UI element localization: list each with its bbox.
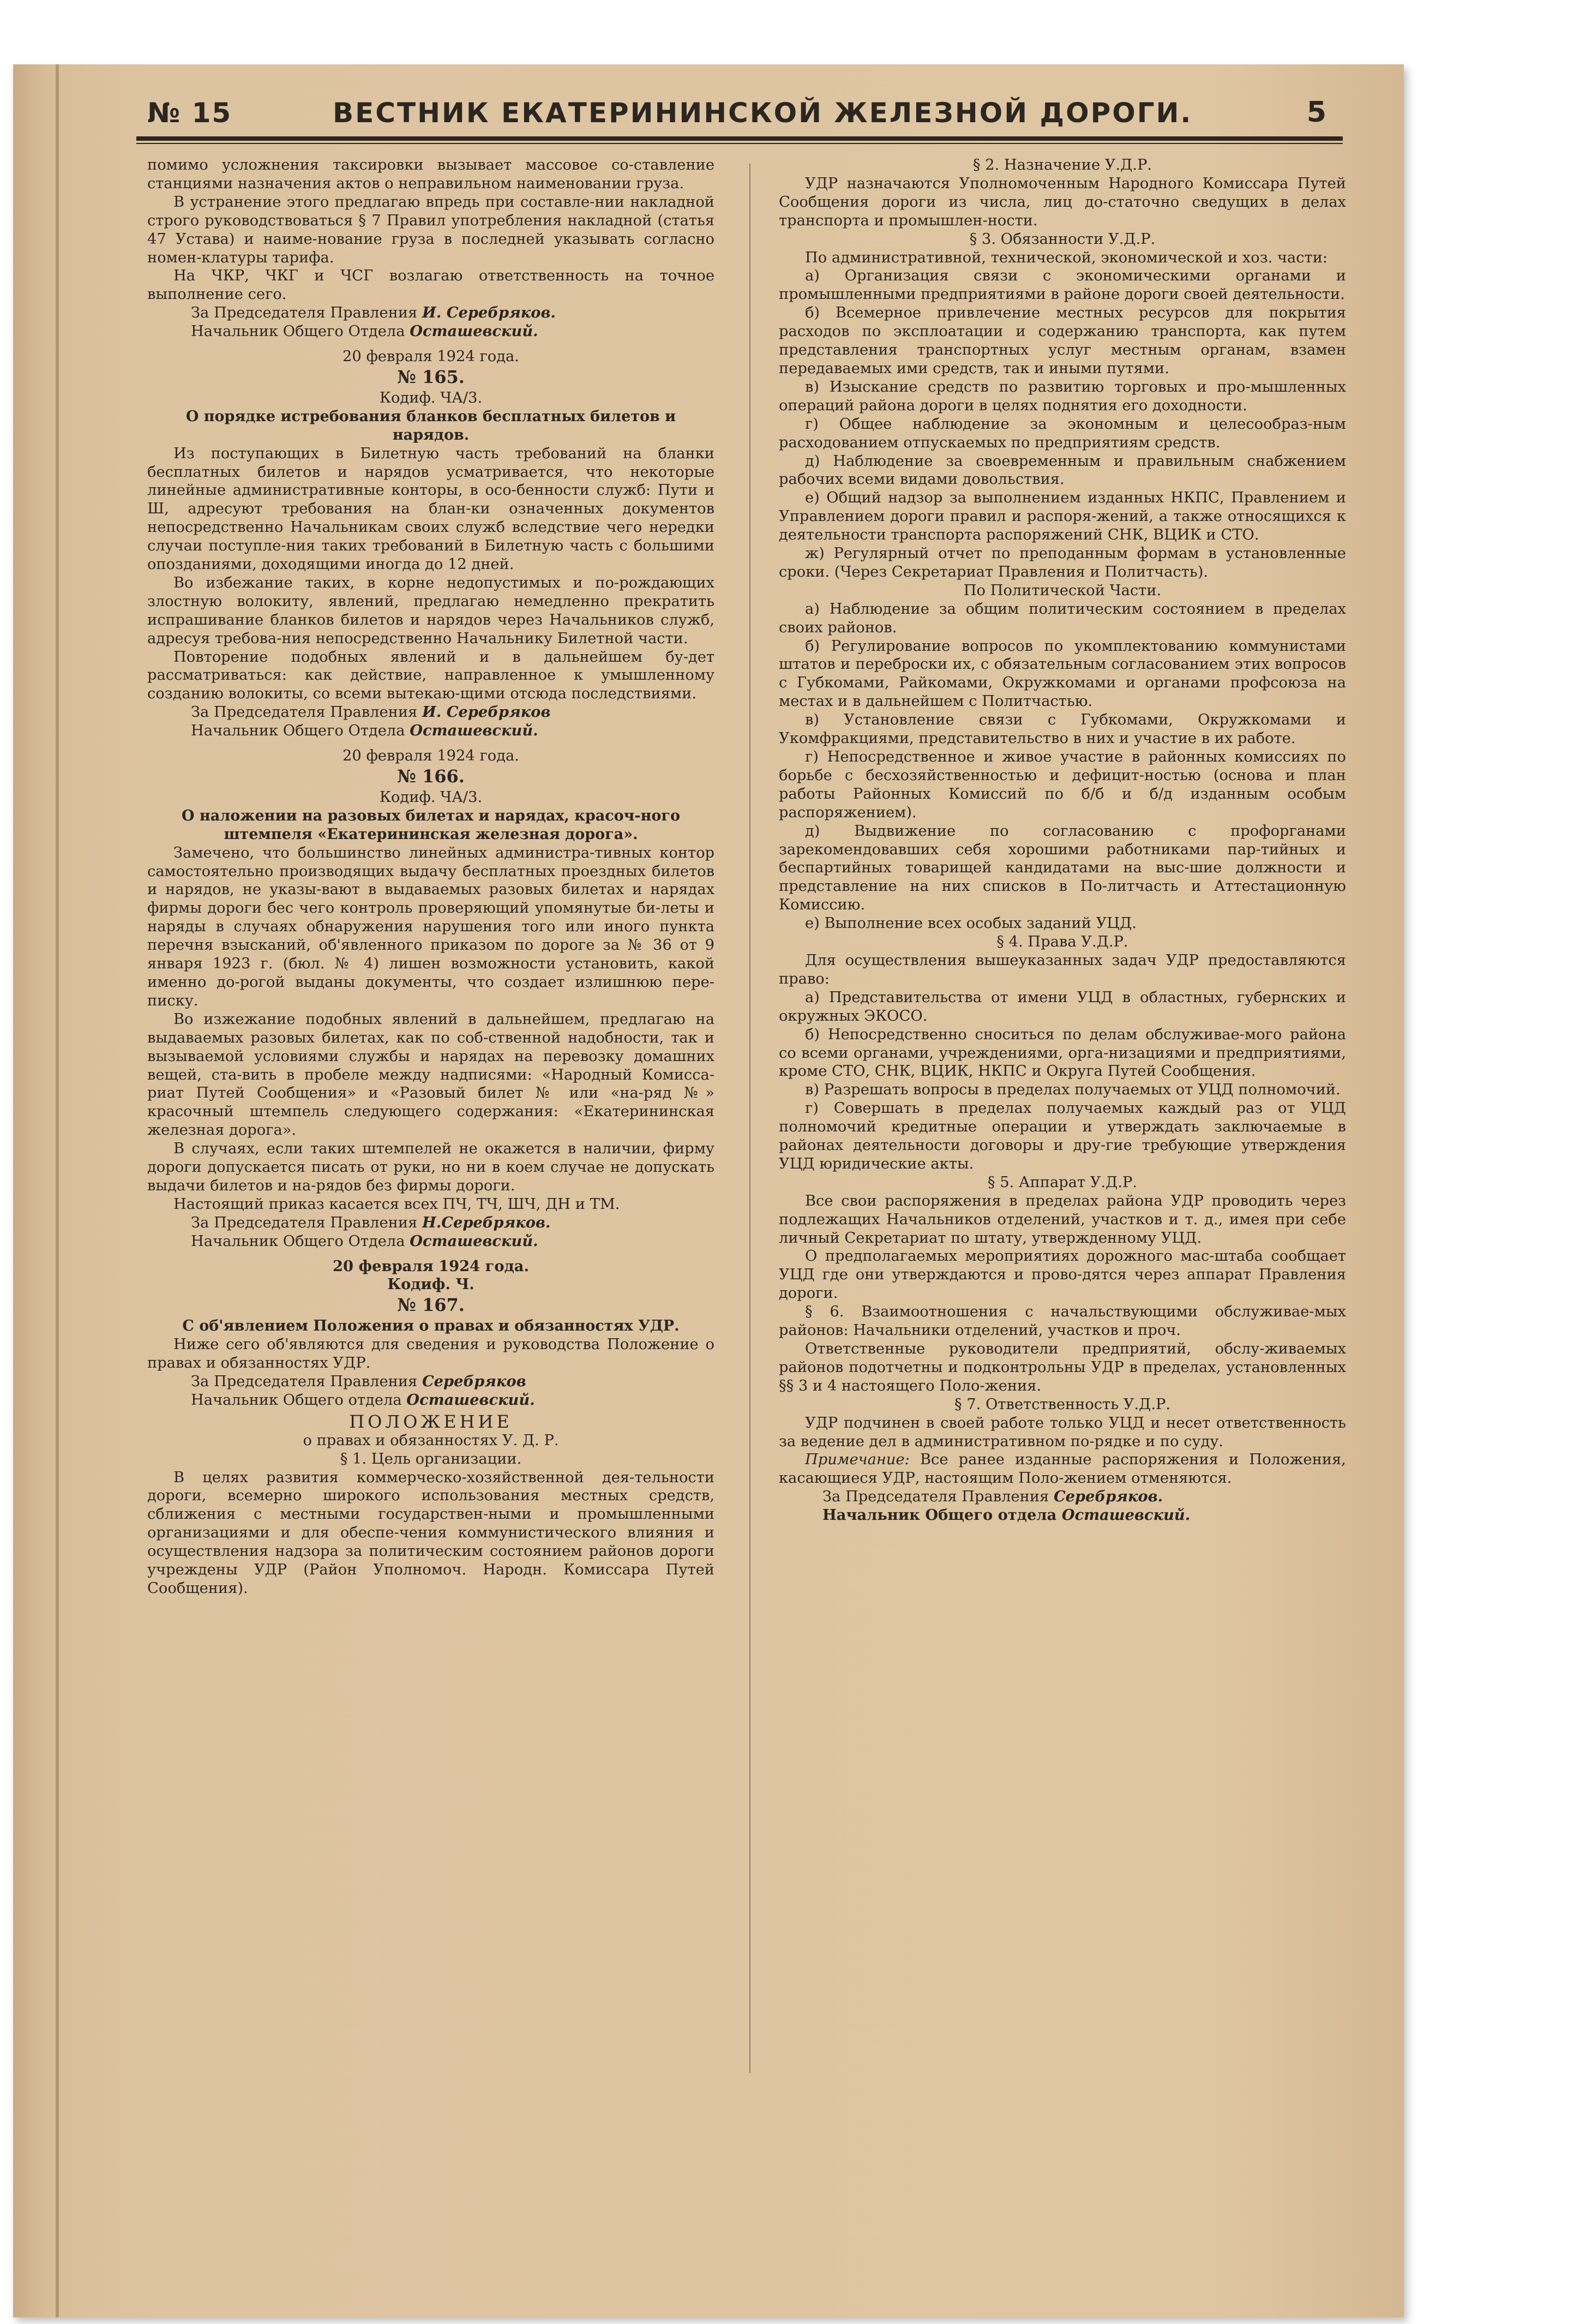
signature-line [779,1488,1346,1506]
paragraph: Для осуществления вышеуказанных задач УДР предоставляются право: [779,951,1346,987]
list-item: а) Наблюдение за общим политическим состоянием в пределах своих районов. [779,600,1346,636]
list-item: д) Наблюдение за своевременным и правильным снабжением рабочих всеми видами довольствия. [779,452,1346,488]
signature-title: За Председателя Правления [191,704,418,721]
signature-name: Серебряков [422,1373,526,1390]
order-date: 20 февраля 1924 года. [333,1257,529,1275]
signature-title: Начальник Общего Отдела [191,323,405,340]
section-heading: § 6. Взаимоотношения с начальствующими обслуживае-мых районов: Начальники отделений, участков и проч. [779,1303,1346,1339]
header-rule [136,136,1343,144]
signature-title: Начальник Общего отдела [822,1506,1057,1524]
signature-line [147,304,714,322]
signature-title: За Председателя Правления [822,1488,1049,1506]
list-item: г) Совершать в пределах получаемых каждый раз от УЦД полномочий кредитные операции и утверждать заключаемые в районах деятельности договоры и дру-гие требующие утверждения УЦД юридические акты. [779,1100,1346,1172]
signature-name: Осташевский. [410,722,538,740]
paragraph: Во изжежание подобных явлений в дальнейшем, предлагаю на выдаваемых разовых билетах, как по соб-ственной надобности, так и вызываемой условиями службы и нарядах на перевозку домашних вещей, ста-вить в пробеле между надписями: «Народный Комисса-риат Путей Сообщения» и «Разовый билет № или «на-ряд №» красочный штемпель следующего содержания: «Екатерининская железная дорога». [147,1010,714,1139]
signature-line [147,1391,714,1410]
signature-title: Начальник Общего Отдела [191,722,405,740]
section-heading: § 7. Ответственность У.Д.Р. [954,1395,1171,1413]
left-column [147,156,714,2136]
list-item: б) Непосредственно сноситься по делам обслуживае-мого района со всеми органами, учреждениями, орга-низациями и предприятиями, кроме СТО, СНК, ВЦИК, НКПС и Округа Путей Сообщения. [779,1026,1346,1080]
signature-line [147,1232,714,1251]
signature-name: И. Серебряков [422,703,551,721]
signature-line [779,1506,1346,1525]
paragraph: На ЧКР, ЧКГ и ЧСГ возлагаю ответственность на точное выполнение сего. [147,267,714,303]
order-heading: О порядке истребования бланков бесплатных билетов и нарядов. [185,408,676,444]
paragraph: помимо усложнения таксировки вызывает массовое со-ставление станциями назначения актов о неправильном наименовании груза. [147,157,714,192]
order-codification: Кодиф. Ч. [387,1275,474,1293]
signature-line [147,722,714,740]
section-heading: § 2. Назначение У.Д.Р. [972,157,1152,173]
order-date: 20 февраля 1924 года. [343,348,519,366]
signature-title: За Председателя Правления [191,304,418,322]
section-heading: § 4. Права У.Д.Р. [996,933,1128,951]
list-item: в) Разрешать вопросы в пределах получаемых от УЦД полномочий. [805,1081,1341,1099]
paragraph: Ниже сего об'являются для сведения и руководства Положение о правах и обязанностях УДР. [147,1336,714,1372]
regulation-subtitle: о правах и обязанностях У. Д. Р. [303,1431,559,1449]
publication-title: ВЕСТНИК ЕКАТЕРИНИНСКОЙ ЖЕЛЕЗНОЙ ДОРОГИ. [333,97,1193,129]
list-item: в) Изыскание средств по развитию торговых и про-мышленных операций района дороги в целях поднятия его доходности. [779,378,1346,414]
signature-line [147,322,714,341]
order-codification: Кодиф. ЧА/3. [379,389,483,406]
signature-name: И. Серебряков. [422,304,556,322]
order-date: 20 февраля 1924 года. [343,747,519,765]
section-heading: § 3. Обязанности У.Д.Р. [969,230,1156,248]
list-item: а) Представительства от имени УЦД в областных, губернских и окружных ЭКОСО. [779,989,1346,1025]
paragraph: Замечено, что большинство линейных администра-тивных контор самостоятельно производящих выдачу бесплатных проездных билетов и нарядов, не указы-вают в выдаваемых разовых билетах и нарядах фирмы дороги бес чего контроль проверяющий упомянутые би-леты и наряды в случаях обнаружения нарушения того или иного пункта перечня взысканий, об'явленного приказом по дороге за № 36 от 9 января 1923 г. (бюл. № 4) лишен возможности установить, какой именно до-рогой выданы документы, что создает излишнюю пере-писку. [147,844,714,1009]
list-item: в) Установление связи с Губкомами, Окружкомами и Укомфракциями, представительство в них и участие в их работе. [779,711,1346,747]
list-item: е) Выполнение всех особых заданий УЦД. [805,915,1137,932]
signature-line [147,703,714,722]
section-heading: § 5. Аппарат У.Д.Р. [987,1173,1138,1191]
signature-line [147,1373,714,1391]
signature-title: Начальник Общего отдела [191,1391,402,1409]
paragraph: Из поступающих в Билетную часть требований на бланки бесплатных билетов и нарядов усматривается, что некоторые линейные административные конторы, в осо-бенности служб: Пути и Ш, адресуют требования на блан-ки означенных документов непосредственно Начальникам своих служб вследствие чего нередки случаи поступле-ния таких требований в Билетную часть с большими опозданиями, доходящими иногда до 12 дней. [147,445,714,573]
list-item: а) Организация связи с экономическими органами и промышленными предприятиями в районе дороги своей деятельности. [779,267,1346,303]
issue-number: № 15 [147,97,232,129]
paragraph: По административной, технической, экономической и хоз. части: [805,249,1328,266]
list-item: д) Выдвижение по согласованию с профорганами зарекомендовавших себя хорошими работниками пар-тийных и беспартийных товарищей кандидатами на выс-шие должности и представление на них списков в По-литчасть и Аттестационную Комиссию. [779,822,1346,914]
signature-name: Осташевский. [1061,1506,1191,1524]
signature-name: Осташевский. [410,1232,538,1250]
signature-line [147,1214,714,1232]
section-heading: По Политической Части. [963,582,1162,599]
note-label: Примечание: [805,1451,910,1469]
paragraph: УДР подчинен в своей работе только УЦД и несет ответственность за ведение дел в административном по-рядке и по суду. [779,1414,1346,1450]
list-item: г) Непосредственное и живое участие в районных комиссиях по борьбе с бесхозяйственностью и дефицит-ностью (основа и план работы Районных Комиссий по б/б и б/д изданным особым распоряжением). [779,748,1346,821]
list-item: б) Регулирование вопросов по укомплектованию коммунистами штатов и переброски их, с обязательным согласованием этих вопросов с Губкомами, Райкомами, Окружкомами и органами профсоюза на местах и в дальнейшем с Политчастью. [779,637,1346,710]
signature-name: Осташевский. [406,1391,535,1409]
page-fold [56,64,59,2317]
order-heading: О наложении на разовых билетах и нарядах, красоч-ного штемпеля «Екатерининская железная дорога». [182,807,680,843]
paragraph: В случаях, если таких штемпелей не окажется в наличии, фирму дороги допускается писать от руки, но ни в коем случае не допускать выдачи билетов и на-рядов без фирмы дороги. [147,1140,714,1194]
paragraph: Все свои распоряжения в пределах района УДР проводить через подлежащих Начальников отделений, участков и т. д., имея при себе личный Секретариат по штату, утвержденному УЦД. [779,1192,1346,1247]
list-item: г) Общее наблюдение за экономным и целесообраз-ным расходованием отпускаемых по предприятиям средств. [779,415,1346,451]
note-text: Все ранее изданные распоряжения и Положения, касающиеся УДР, настоящим Поло-жением отменяются. [779,1451,1346,1487]
signature-name: Осташевский. [410,322,538,340]
paragraph: В целях развития коммерческо-хозяйственной дея-тельности дороги, всемерно широкого использования местных средств, сближения с местными государствен-ными и промышленными организациями и для обеспе-чения коммунистического влияния и осуществления надзора за политическим состоянием районов дороги учреждены УДР (Район Уполномоч. Народн. Комиссара Путей Сообщения). [147,1469,714,1597]
paragraph: В устранение этого предлагаю впредь при составле-нии накладной строго руководствоваться § 7 Правил употребления накладной (статья 47 Устава) и наиме-нование груза в последней указывать согласно номен-клатуры тарифа. [147,193,714,266]
order-number: № 165. [397,366,465,387]
paragraph: Повторение подобных явлений и в дальнейшем бу-дет рассматриваться: как действие, направленное к умышленному созданию волокиты, со всеми вытекаю-щими отсюда последствиями. [147,648,714,703]
order-heading: С об'явлением Положения о правах и обязанностях УДР. [182,1317,680,1335]
paragraph: Ответственные руководители предприятий, обслу-живаемых районов подотчетны и подконтрольны УДР в пределах, установленных §§ 3 и 4 настоящего Поло-жения. [779,1340,1346,1394]
order-codification: Кодиф. ЧА/3. [379,788,483,806]
regulation-title: ПОЛОЖЕНИЕ [349,1411,513,1432]
order-number: № 166. [397,766,465,787]
page-number: 5 [1306,96,1326,129]
signature-name: Серебряков. [1053,1488,1163,1506]
signature-name: Н.Серебряков. [422,1213,551,1231]
note [779,1451,1346,1488]
paragraph: Настоящий приказ касается всех ПЧ, ТЧ, ШЧ, ДН и ТМ. [173,1195,620,1213]
section-heading: § 1. Цель организации. [340,1450,522,1468]
signature-title: За Председателя Правления [191,1214,418,1231]
order-number: № 167. [397,1295,465,1316]
signature-title: Начальник Общего Отдела [191,1232,405,1250]
paragraph: УДР назначаются Уполномоченным Народного Комиссара Путей Сообщения дороги из числа, лиц до-статочно сведущих в делах транспорта и промышлен-ности. [779,175,1346,229]
signature-title: За Председателя Правления [191,1373,418,1390]
paragraph: Во избежание таких, в корне недопустимых и по-рождающих злостную волокиту, явлений, предлагаю немедленно прекратить испрашивание бланков билетов и нарядов через Начальников служб, адресуя требова-ния непосредственно Начальнику Билетной части. [147,574,714,647]
column-divider [749,164,750,2073]
page-header [136,92,1343,146]
list-item: б) Всемерное привлечение местных ресурсов для покрытия расходов по эксплоатации и содержанию транспорта, как путем представления транспортных услуг местным органам, взамен передаваемых ими средств, так и иными путями. [779,304,1346,377]
list-item: ж) Регулярный отчет по преподанным формам в установленные сроки. (Через Секретариат Правления и Политчасть). [779,545,1346,580]
paragraph: О предполагаемых мероприятиях дорожного мас-штаба сообщает УЦД где они утверждаются и прово-дятся через аппарат Правления дороги. [779,1248,1346,1302]
right-column [779,156,1346,2082]
list-item: е) Общий надзор за выполнением изданных НКПС, Правлением и Управлением дороги правил и распоря-жений, а также относящихся к деятельности транспорта распоряжений СНК, ВЦИК и СТО. [779,489,1346,544]
